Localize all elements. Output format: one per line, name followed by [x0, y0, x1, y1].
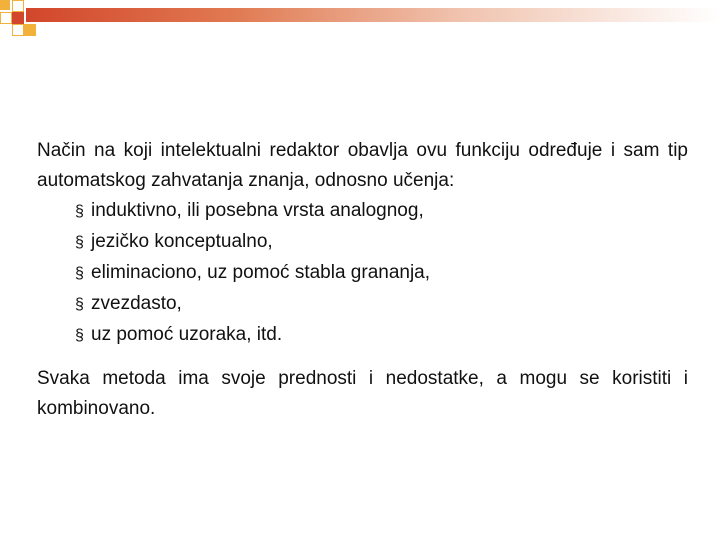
decorative-square — [0, 0, 10, 10]
decorative-square — [12, 12, 24, 24]
bullet-text: uz pomoć uzoraka, itd. — [91, 324, 283, 345]
decorative-square-outline — [12, 24, 24, 36]
bullet-text: jezičko konceptualno, — [91, 231, 273, 252]
bullet-list — [37, 196, 688, 351]
closing-paragraph: Svaka metoda ima svoje prednosti i nedostatke, a mogu se koristiti i kombinovano. — [37, 368, 688, 419]
decorative-square-outline — [12, 0, 24, 12]
list-item — [75, 289, 688, 320]
decorative-square — [24, 24, 36, 36]
bullet-text: eliminaciono, uz pomoć stabla grananja, — [91, 262, 431, 283]
list-item — [75, 227, 688, 258]
bullet-icon: § — [75, 265, 84, 282]
intro-paragraph: Način na koji intelektualni redaktor obavlja ovu funkciju određuje i sam tip automatskog zahvatanja znanja, odnosno učenja: — [37, 140, 688, 191]
slide-body — [37, 136, 688, 424]
bullet-icon: § — [75, 296, 84, 313]
decorative-square-outline — [0, 12, 12, 24]
bullet-text: zvezdasto, — [91, 293, 182, 314]
list-item — [75, 196, 688, 227]
bullet-icon: § — [75, 327, 84, 344]
bullet-icon: § — [75, 234, 84, 251]
bullet-icon: § — [75, 203, 84, 220]
header-gradient-bar — [26, 8, 720, 22]
list-item — [75, 258, 688, 289]
bullet-text: induktivno, ili posebna vrsta analognog, — [91, 200, 424, 221]
list-item — [75, 320, 688, 351]
